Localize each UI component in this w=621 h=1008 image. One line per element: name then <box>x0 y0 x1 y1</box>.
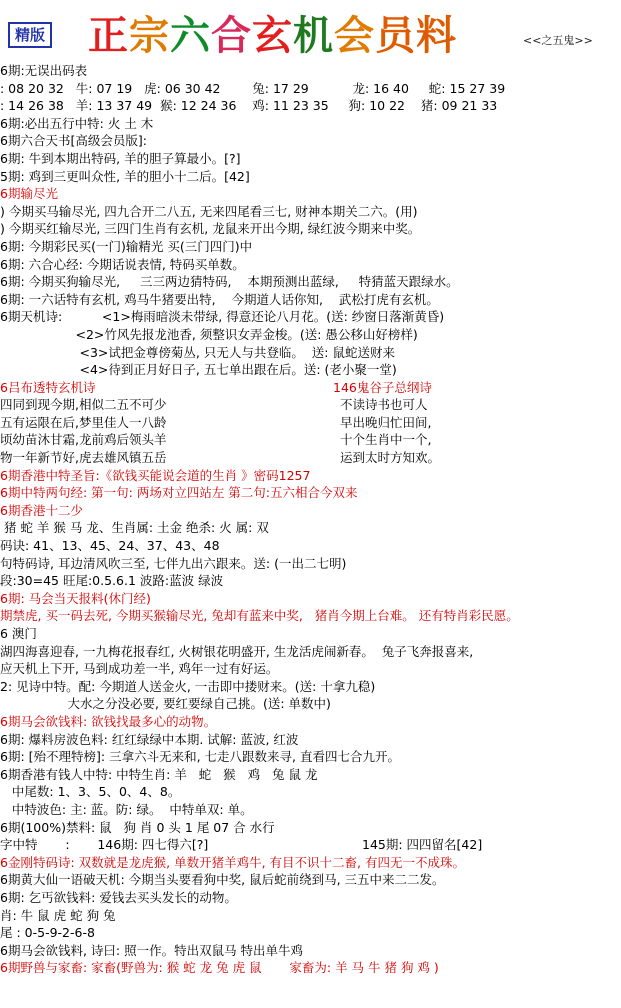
line-text: 字中特 : 146期: 四七得六[?] <box>0 837 209 853</box>
line-text: 6期马会欲钱料: 欲钱找最多心的动物。 <box>0 713 217 729</box>
content-line <box>0 484 621 502</box>
content-line <box>0 379 621 397</box>
content-line <box>0 695 621 713</box>
content-line <box>0 572 621 590</box>
line-text: 6期: 六合心经: 今期话说表情, 特码买单数。 <box>0 256 245 272</box>
line-text: 5期: 鸡到三更叫众性, 羊的胆小十二后。[42] <box>0 168 250 184</box>
title-char: 合 <box>211 12 252 59</box>
content-line <box>0 713 621 731</box>
line-text: ) 今期买马输尽光, 四九合开二八五, 无来四尾看三七, 财神本期关二六。(用) <box>0 203 418 219</box>
title-char: 料 <box>416 12 457 59</box>
line-text: 尾 : 0-5-9-2-6-8 <box>0 925 95 941</box>
line-text: 6吕布透特玄机诗 <box>0 379 96 395</box>
content-line <box>0 449 621 467</box>
content-line <box>0 959 621 977</box>
line-text: 6期六合天书[高级会员版]: <box>0 133 147 149</box>
line-text: 6期: [殆不理特榜]: 三拿六斗无来和, 七走八跟数来寻, 直看四七合九开。 <box>0 749 400 765</box>
line-text: 中特波色: 主: 蓝。防: 绿。 中特单双: 单。 <box>0 801 253 817</box>
line-text: 湖四海喜迎春, 一九梅花报春红, 火树银花明盛开, 生龙活虎闹新春。 兔子飞奔报喜来, <box>0 643 474 659</box>
content-line <box>0 115 621 133</box>
content-line <box>0 819 621 837</box>
content-line <box>0 801 621 819</box>
line-text: 猪 蛇 羊 猴 马 龙、生肖属: 土金 绝杀: 火 属: 双 <box>0 520 269 536</box>
content-line <box>0 132 621 150</box>
line-text: 码诀: 41、13、45、24、37、43、48 <box>0 538 220 554</box>
line-text: 6期野兽与家畜: 家畜(野兽为: 猴 蛇 龙 兔 虎 鼠 家畜为: 羊 马 牛 猪 狗 鸡 ) <box>0 960 439 976</box>
line-text: 6期香港中特圣旨:《欲钱买能说会道的生肖 》密码1257 <box>0 467 311 483</box>
line-text: 物一年新节好,虎去雄风镇五岳 <box>0 450 167 466</box>
line-text: 6期:无误出码表 <box>0 63 88 78</box>
line-text: 五有运限在后,梦里佳人一八龄 <box>0 414 167 430</box>
line-text: <3>试把金尊傍菊丛, 只无人与共登临。 送: 鼠蛇送财来 <box>0 344 395 360</box>
line-text: 2: 见诗中特。配: 今期道人送金火, 一击即中搂财来。(送: 十拿九稳) <box>0 678 376 694</box>
content-line <box>0 414 621 432</box>
content-line <box>0 731 621 749</box>
line-text: 段:30=45 旺尾:0.5.6.1 波路:蓝波 绿波 <box>0 573 224 589</box>
content-line <box>0 203 621 221</box>
content-line <box>0 836 621 854</box>
content-line <box>0 854 621 872</box>
content-line <box>0 326 621 344</box>
content-line <box>0 150 621 168</box>
line-text: 6期:必出五行中特: 火 土 木 <box>0 115 154 131</box>
line-text: 6期: 一六话特有玄机, 鸡马牛猪要出特, 今期道人话你知, 武松打虎有玄机。 <box>0 291 439 307</box>
line-text: 期禁虎, 买一码去死, 今期买猴输尽光, 兔却有蓝来中奖, 猪肖今期上台难。 还有特肖彩民愿。 <box>0 608 519 624</box>
line-text: 6期输尽光 <box>0 186 58 202</box>
content-line <box>0 361 621 379</box>
content-line <box>0 256 621 274</box>
line-right-text: 十个生肖中一个, <box>340 432 432 448</box>
line-right-text: 146鬼谷子总纲诗 <box>333 379 432 395</box>
content-line <box>0 168 621 186</box>
line-text: 6期马会欲钱料, 诗曰: 照一作。特出双鼠马 特出单牛鸡 <box>0 942 304 958</box>
line-text: 顷幼苗沐甘霜,龙前鸡后领头羊 <box>0 432 167 448</box>
line-text: 大水之分没必要, 要红要绿自己挑。(送: 单数中) <box>0 696 331 712</box>
line-text: 四同到现今期,相似二五不可少 <box>0 397 167 413</box>
line-text: 6 澳门 <box>0 626 37 641</box>
page-header <box>0 0 621 62</box>
line-text: 6金刚特码诗: 双数就是龙虎猴, 单数开猪羊鸡牛, 有目不识十二畜, 有四无一不成珠。 <box>0 854 465 870</box>
content-line <box>0 871 621 889</box>
line-text: 6期天机诗: <1>梅雨暗淡未带绿, 得意还论八月花。(送: 纱窗日落渐黄昏) <box>0 309 445 325</box>
line-text: : 14 26 38 羊: 13 37 49 猴: 12 24 36 鸡: 11 23 35 狗: 10 22 猪: 09 21 33 <box>0 98 498 114</box>
content-line <box>0 590 621 608</box>
content-line <box>0 643 621 661</box>
content-list <box>0 62 621 977</box>
line-text: 6期: 今期彩民买(一门)输精光 买(三门四门)中 <box>0 238 253 254</box>
line-text: <4>待到正月好日子, 五七单出跟在后。送: (老小聚一堂) <box>0 362 397 378</box>
line-text: 6期: 乞丐欲钱料: 爱钱去买头发长的动物。 <box>0 889 237 905</box>
title-char: 六 <box>170 12 211 59</box>
line-text: 句特码诗, 耳边清风吹三至, 七伴九出六跟来。送: (一出二七明) <box>0 555 347 571</box>
content-line <box>0 537 621 555</box>
line-text: 6期(100%)禁料: 鼠 狗 肖 0 头 1 尾 07 合 水行 <box>0 819 275 835</box>
content-line <box>0 396 621 414</box>
content-line <box>0 519 621 537</box>
line-text: 6期香港十二少 <box>0 502 83 518</box>
content-line <box>0 467 621 485</box>
content-line <box>0 185 621 203</box>
content-line <box>0 889 621 907</box>
content-line <box>0 220 621 238</box>
line-text: 6期香港有钱人中特: 中特生肖: 羊 蛇 猴 鸡 兔 鼠 龙 <box>0 766 318 782</box>
line-text: : 08 20 32 牛: 07 19 虎: 06 30 42 兔: 17 29 龙: 16 40 蛇: 15 27 39 <box>0 80 506 96</box>
content-line <box>0 238 621 256</box>
content-line <box>0 625 621 643</box>
content-line <box>0 273 621 291</box>
title-char: 宗 <box>129 12 170 59</box>
content-line <box>0 783 621 801</box>
page-title <box>88 4 457 61</box>
line-text: <2>竹风先报龙池香, 须整识女弄金梭。(送: 愚公移山好榜样) <box>0 326 418 342</box>
content-line <box>0 942 621 960</box>
content-line <box>0 97 621 115</box>
title-char: 正 <box>88 12 129 59</box>
line-text: 6期: 马会当天报料(休门经) <box>0 590 151 606</box>
line-text: 6期: 牛到本期出特码, 羊的胆子算最小。[?] <box>0 150 241 166</box>
line-right-text: 运到太时方知欢。 <box>340 450 441 466</box>
line-right-text: 早出晚归忙田间, <box>340 414 432 430</box>
content-line <box>0 766 621 784</box>
line-text: 6期中特两句经: 第一句: 两场对立四站左 第二句:五六相合今双来 <box>0 485 358 501</box>
line-text: 6期黄大仙一语破天机: 今期当头要看狗中奖, 鼠后蛇前绕到马, 三五中来二二发。 <box>0 872 445 888</box>
content-line <box>0 344 621 362</box>
content-line <box>0 431 621 449</box>
content-line <box>0 660 621 678</box>
title-char: 会 <box>334 12 375 59</box>
line-text: 肖: 牛 鼠 虎 蛇 狗 兔 <box>0 907 116 923</box>
content-line <box>0 555 621 573</box>
content-line <box>0 291 621 309</box>
line-right-text: 145期: 四四留名[42] <box>362 837 483 853</box>
line-right-text: 不读诗书也可人 <box>340 397 428 413</box>
content-line <box>0 607 621 625</box>
content-line <box>0 924 621 942</box>
line-text: ) 今期买红输尽光, 三四门生肖有玄机, 龙鼠来开出今期, 绿红波今期来中奖。 <box>0 221 421 237</box>
title-char: 机 <box>293 12 334 59</box>
page-subtitle: <<之五鬼>> <box>523 34 593 47</box>
content-line <box>0 502 621 520</box>
content-line <box>0 62 621 80</box>
line-text: 中尾数: 1、3、5、0、4、8。 <box>0 784 181 800</box>
line-text: 6期: 爆料房波色料: 红红绿绿中本期. 试解: 蓝波, 红波 <box>0 731 299 747</box>
line-text: 6期: 今期买狗输尽光, 三三两边猜特码, 本期预测出蓝绿, 特猜蓝天跟绿水。 <box>0 274 459 290</box>
content-line <box>0 308 621 326</box>
edition-badge: 精版 <box>8 22 52 48</box>
title-char: 玄 <box>252 12 293 59</box>
title-char: 员 <box>375 12 416 59</box>
content-line <box>0 748 621 766</box>
content-line <box>0 678 621 696</box>
line-text: 应天机上下开, 马到成功差一半, 鸡年一过有好运。 <box>0 661 279 677</box>
content-line <box>0 907 621 925</box>
content-line <box>0 80 621 98</box>
